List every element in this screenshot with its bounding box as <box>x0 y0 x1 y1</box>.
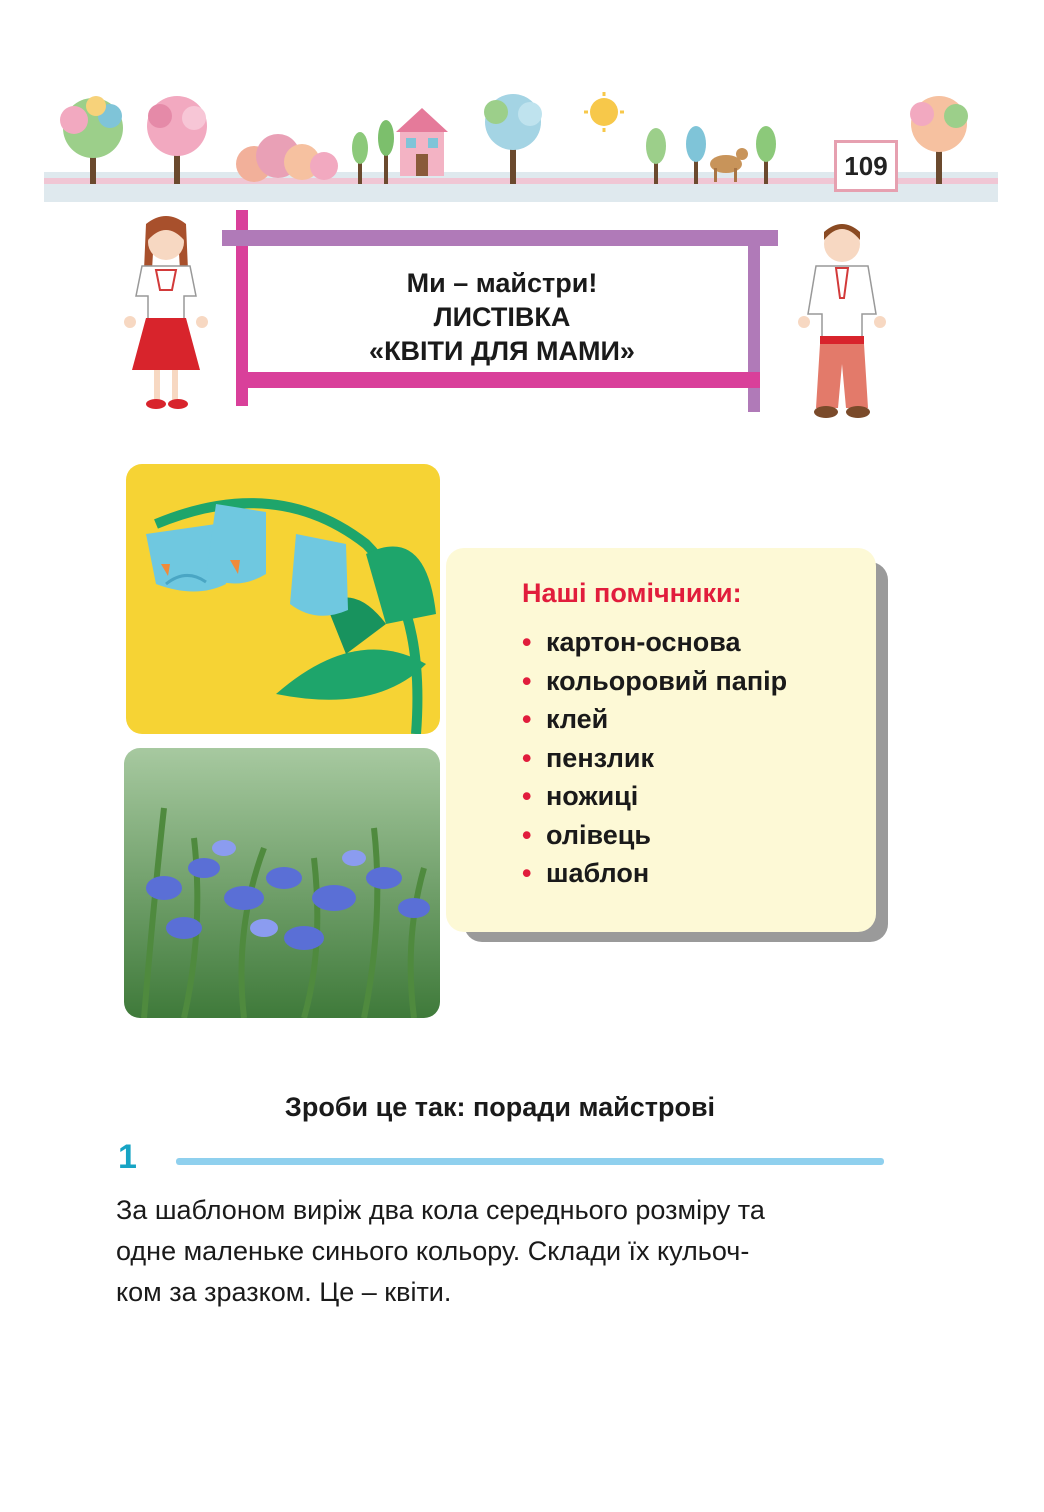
bullet-icon: • <box>522 781 532 811</box>
list-item: • картон-основа <box>522 623 876 662</box>
bullet-icon: • <box>522 704 532 734</box>
page-number: 109 <box>834 140 898 192</box>
sun-icon <box>584 92 624 132</box>
page-title <box>262 252 742 382</box>
step-number: 1 <box>118 1138 137 1176</box>
title-line-2: ЛИСТІВКА <box>433 302 571 332</box>
girl-figure <box>118 210 214 414</box>
bush-icon <box>236 134 338 182</box>
bullet-icon: • <box>522 858 532 888</box>
step-text-line: ком за зразком. Це – квіти. <box>116 1277 452 1307</box>
helpers-list <box>522 623 876 893</box>
bullet-icon: • <box>522 627 532 657</box>
list-item: • ножиці <box>522 777 876 816</box>
tree-icon <box>147 96 207 184</box>
helpers-heading: Наші помічники: <box>522 578 742 608</box>
section-title: Зроби це так: поради майстрові <box>284 1092 716 1122</box>
list-item: • олівець <box>522 816 876 855</box>
tree-icon <box>60 96 123 184</box>
list-item: • кольоровий папір <box>522 662 876 701</box>
step-text-line: одне маленьке синього кольору. Склади їх кульоч- <box>116 1236 750 1266</box>
bullet-icon: • <box>522 665 532 696</box>
title-line-1: Ми – майстри! <box>406 268 598 298</box>
bullet-icon: • <box>522 742 532 773</box>
list-item: • шаблон <box>522 854 876 893</box>
list-item: • пензлик <box>522 739 876 778</box>
tree-icon <box>484 94 542 184</box>
flowers-photo <box>124 748 440 1018</box>
step-text <box>116 1190 906 1313</box>
house-icon <box>396 108 448 176</box>
tree-icon <box>910 96 968 184</box>
list-item: • клей <box>522 700 876 739</box>
title-line-3: «КВІТИ ДЛЯ МАМИ» <box>369 336 635 366</box>
craft-photo <box>126 464 440 734</box>
step-text-line: За шаблоном виріж два кола середнього розміру та <box>116 1195 765 1225</box>
bullet-icon: • <box>522 819 532 850</box>
step-divider <box>176 1158 884 1165</box>
boy-figure <box>794 214 890 422</box>
helpers-card <box>446 548 876 932</box>
